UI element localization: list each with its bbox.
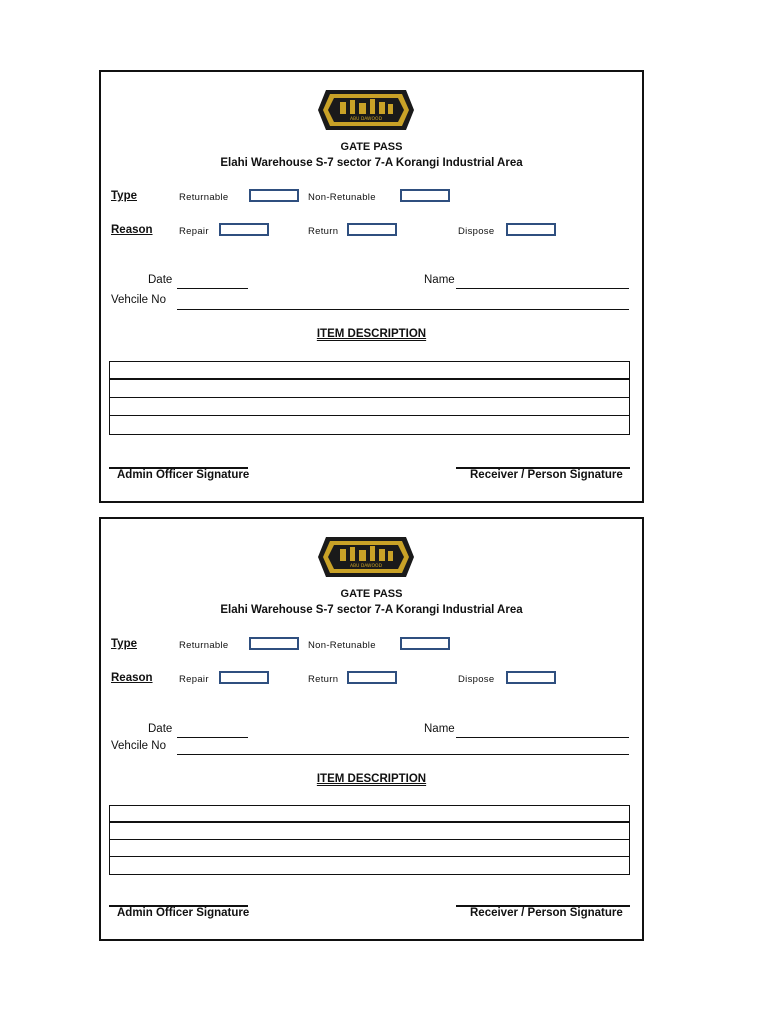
- dispose-label: Dispose: [458, 226, 495, 237]
- repair-label: Repair: [179, 674, 209, 685]
- name-label: Name: [424, 723, 455, 735]
- dispose-checkbox[interactable]: [506, 223, 556, 236]
- type-label: Type: [111, 190, 137, 202]
- vehicle-label: Vehcile No: [111, 740, 166, 752]
- receiver-signature-label: Receiver / Person Signature: [470, 469, 623, 481]
- repair-checkbox[interactable]: [219, 671, 269, 684]
- warehouse-address: Elahi Warehouse S-7 sector 7-A Korangi Industrial Area: [220, 157, 523, 169]
- reason-label: Reason: [111, 672, 153, 684]
- returnable-label: Returnable: [179, 192, 229, 203]
- return-label: Return: [308, 226, 339, 237]
- repair-checkbox[interactable]: [219, 223, 269, 236]
- table-row[interactable]: [110, 806, 629, 823]
- item-table: [109, 361, 630, 435]
- table-row[interactable]: [110, 380, 629, 398]
- table-row[interactable]: [110, 857, 629, 874]
- table-row[interactable]: [110, 416, 629, 434]
- table-row[interactable]: [110, 823, 629, 840]
- return-checkbox[interactable]: [347, 671, 397, 684]
- reason-label: Reason: [111, 224, 153, 236]
- vehicle-label: Vehcile No: [111, 294, 166, 306]
- name-label: Name: [424, 274, 455, 286]
- returnable-checkbox[interactable]: [249, 637, 299, 650]
- item-description-heading: ITEM DESCRIPTION: [316, 328, 427, 340]
- non-returnable-checkbox[interactable]: [400, 189, 450, 202]
- item-description-heading: ITEM DESCRIPTION: [316, 773, 427, 785]
- dispose-label: Dispose: [458, 674, 495, 685]
- svg-text:ABU DAWOOD: ABU DAWOOD: [349, 117, 383, 122]
- admin-signature-label: Admin Officer Signature: [117, 469, 250, 481]
- company-logo: [316, 531, 416, 583]
- repair-label: Repair: [179, 226, 209, 237]
- table-row[interactable]: [110, 362, 629, 380]
- returnable-checkbox[interactable]: [249, 189, 299, 202]
- receiver-signature-label: Receiver / Person Signature: [470, 907, 623, 919]
- date-field[interactable]: [177, 737, 248, 738]
- warehouse-address: Elahi Warehouse S-7 sector 7-A Korangi Industrial Area: [220, 604, 523, 616]
- admin-signature-label: Admin Officer Signature: [117, 907, 250, 919]
- date-label: Date: [148, 274, 173, 286]
- gate-pass-title: GATE PASS: [340, 141, 403, 153]
- company-logo: [316, 84, 416, 136]
- date-field[interactable]: [177, 288, 248, 289]
- gate-pass-1: [99, 70, 644, 503]
- gate-pass-2: [99, 517, 644, 941]
- type-label: Type: [111, 638, 137, 650]
- name-field[interactable]: [456, 288, 629, 289]
- name-field[interactable]: [456, 737, 629, 738]
- table-row[interactable]: [110, 840, 629, 857]
- svg-text:ABU DAWOOD: ABU DAWOOD: [349, 564, 383, 569]
- gate-pass-title: GATE PASS: [340, 588, 403, 600]
- returnable-label: Returnable: [179, 640, 229, 651]
- vehicle-field[interactable]: [177, 309, 629, 310]
- non-returnable-label: Non-Retunable: [308, 192, 376, 203]
- table-row[interactable]: [110, 398, 629, 416]
- item-table: [109, 805, 630, 875]
- non-returnable-label: Non-Retunable: [308, 640, 376, 651]
- return-label: Return: [308, 674, 339, 685]
- vehicle-field[interactable]: [177, 754, 629, 755]
- dispose-checkbox[interactable]: [506, 671, 556, 684]
- return-checkbox[interactable]: [347, 223, 397, 236]
- date-label: Date: [148, 723, 173, 735]
- non-returnable-checkbox[interactable]: [400, 637, 450, 650]
